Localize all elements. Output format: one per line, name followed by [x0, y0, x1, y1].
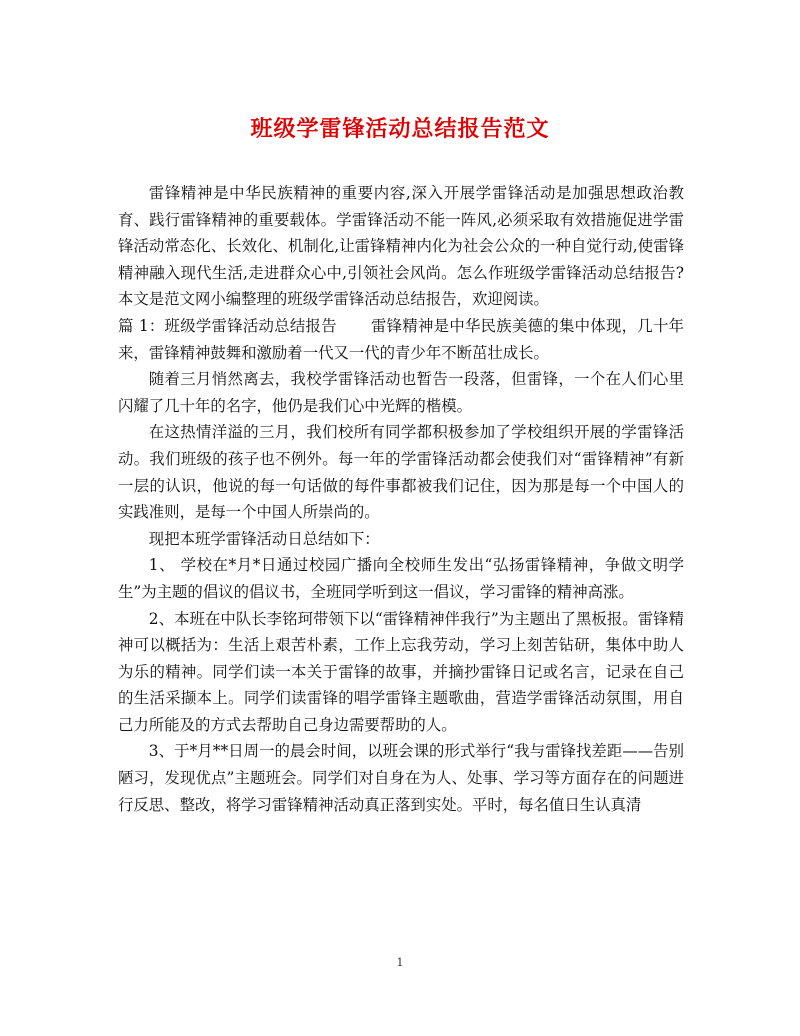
page-number: 1 [396, 956, 404, 969]
enthusiasm-paragraph: 在这热情洋溢的三月，我们校所有同学都积极参加了学校组织开展的学雷锋活动。我们班级的孩子也不例外。每一年的学雷锋活动都会使我们对“雷锋精神”有新一层的认识，他说的每一句话做的每件事都被我们记住，因为那是每一个中国人的实践准则，是每一个中国人所崇尚的。 [118, 423, 684, 522]
list-item-1: 1、 学校在*月*日通过校园广播向全校师生发出“弘扬雷锋精神，争做文明学生”为主题的倡议的倡议书，全班同学听到这一倡议，学习雷锋的精神高涨。 [118, 556, 684, 601]
section-paragraph [118, 313, 684, 366]
summary-intro-paragraph: 现把本班学雷锋活动日总结如下： [148, 529, 380, 548]
document-body [118, 180, 684, 818]
march-paragraph: 随着三月悄然离去，我校学雷锋活动也暂告一段落，但雷锋，一个在人们心里闪耀了几十年的名字，他仍是我们心中光辉的楷模。 [118, 370, 684, 415]
list-item-2: 2、本班在中队长李铭珂带领下以“雷锋精神伴我行”为主题出了黑板报。雷锋精神可以概括为：生活上艰苦朴素，工作上忘我劳动，学习上刻苦钻研，集体中助人为乐的精神。同学们读一本关于雷锋的故事，并摘抄雷锋日记或名言，记录在自己的生活采撷本上。同学们读雷锋的唱学雷锋主题歌曲，营造学雷锋活动氛围，用自己力所能及的方式去帮助自己身边需要帮助的人。 [118, 609, 684, 734]
list-item-3: 3、于*月**日周一的晨会时间，以班会课的形式举行“我与雷锋找差距——告别陋习，发现优点”主题班会。同学们对自身在为人、处事、学习等方面存在的问题进行反思、整改，将学习雷锋精神活动真正落到实处。平时，每名值日生认真清 [118, 742, 684, 814]
intro-paragraph: 雷锋精神是中华民族精神的重要内容,深入开展学雷锋活动是加强思想政治教育、践行雷锋精神的重要载体。学雷锋活动不能一阵风,必须采取有效措施促进学雷锋活动常态化、长效化、机制化,让雷锋精神内化为社会公众的一种自觉行动,使雷锋精神融入现代生活,走进群众心中,引领社会风尚。怎么作班级学雷锋活动总结报告?本文是范文网小编整理的班级学雷锋活动总结报告，欢迎阅读。 [118, 184, 684, 309]
section-lead: 雷锋精神是中华民族美德的集中体现，几十年来，雷锋精神鼓舞和激励着一代又一代的青少年不断茁壮成长。 [118, 316, 684, 362]
document-title: 班级学雷锋活动总结报告范文 [250, 116, 550, 142]
section-heading: 篇 1：班级学雷锋活动总结报告 [118, 316, 337, 335]
